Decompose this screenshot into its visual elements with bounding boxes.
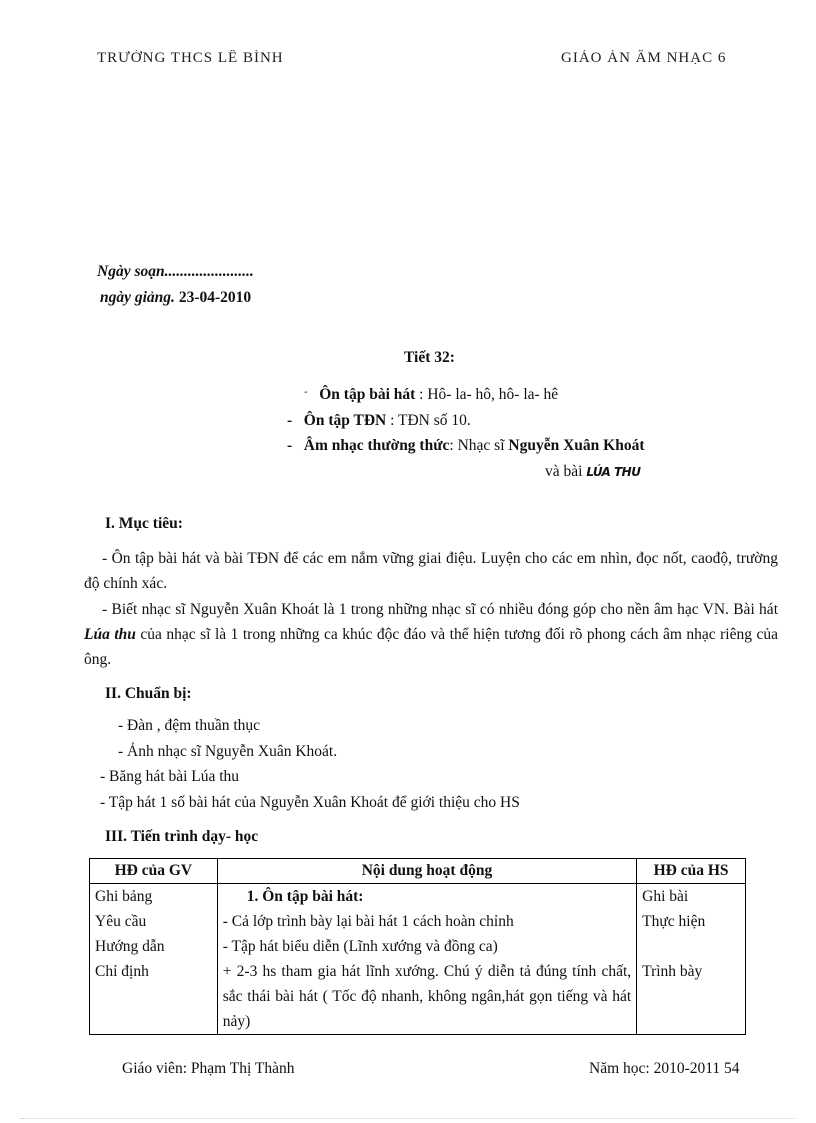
student-activities-cell <box>637 884 746 1035</box>
lesson-activity-table <box>89 858 746 1035</box>
content-item: + 2-3 hs tham gia hát lĩnh xướng. Chú ý diễn tả đúng tính chất, sắc thái bài hát ( Tốc độ nhanh, không ngân,hát gọn tiếng và hát nảy) <box>222 963 632 1030</box>
prep-date-value: ....................... <box>164 263 254 280</box>
teach-date-value: 23-04-2010 <box>178 289 252 306</box>
gv-item: Chỉ định <box>95 963 149 980</box>
lesson-item-2: - Ôn tập TĐN : TĐN số 10. <box>287 412 471 429</box>
section-2-heading: II. Chuẩn bị: <box>105 685 192 702</box>
composer-name: Nguyễn Xuân Khoát <box>508 437 645 454</box>
prep-item-1: - Đàn , đệm thuần thục <box>118 717 261 734</box>
lesson-item-1-label: Ôn tập bài hát <box>319 386 416 403</box>
section-1-heading: I. Mục tiêu: <box>105 515 183 532</box>
footer-year-text: Năm học: 2010-2011 <box>589 1060 721 1077</box>
prep-item-3: - Băng hát bài Lúa thu <box>100 768 240 785</box>
lesson-item-3: - Âm nhạc thường thức: Nhạc sĩ Nguyễn Xuân Khoát <box>287 437 645 454</box>
song-prefix: và bài <box>545 463 583 480</box>
lesson-title: Tiết 32: <box>404 349 455 366</box>
header-teacher-activity: HĐ của GV <box>90 859 218 884</box>
lesson-item-2-label: Ôn tập TĐN <box>303 412 387 429</box>
prep-item-2: - Ảnh nhạc sĩ Nguyễn Xuân Khoát. <box>118 743 338 760</box>
header-school: TRƯỜNG THCS LÊ BÌNH <box>97 50 284 64</box>
song-name-inline: Lúa thu <box>84 626 136 643</box>
content-item: - Tập hát biểu diễn (Lĩnh xướng và đồng ca) <box>222 938 498 955</box>
teach-date <box>100 289 251 307</box>
header-subject: GIÁO ÁN ÂM NHẠC 6 <box>561 50 727 64</box>
lesson-item-3-text: Nhạc sĩ <box>457 437 509 454</box>
header-content: Nội dung hoạt động <box>217 859 636 884</box>
objective-paragraph-2: - Biết nhạc sĩ Nguyễn Xuân Khoát là 1 trong những nhạc sĩ có nhiều đóng góp cho nền âm hạc VN. Bài hát Lúa thu của nhạc sĩ là 1 trong những ca khúc độc đáo và thể hiện tương đối rõ phong cách âm nhạc riêng của ông. <box>84 601 778 668</box>
song-title-lua-thu: LÚA THU <box>586 465 641 479</box>
page-number: 54 <box>724 1060 740 1077</box>
table-header-row <box>90 859 746 884</box>
footer-year <box>589 1060 740 1078</box>
hs-item: Trình bày <box>642 963 703 980</box>
table-row <box>90 884 746 1035</box>
footer-teacher: Giáo viên: Phạm Thị Thành <box>122 1060 295 1077</box>
prep-date-label: Ngày soạn <box>97 263 165 280</box>
teacher-activities-cell <box>90 884 218 1035</box>
lesson-item-1-text: Hô- la- hô, hô- la- hê <box>427 386 559 403</box>
prep-item-4: - Tập hát 1 số bài hát của Nguyễn Xuân Khoát để giới thiệu cho HS <box>100 794 520 811</box>
gv-item: Yêu cầu <box>95 913 147 930</box>
lesson-item-2-text: TĐN số 10. <box>397 412 471 429</box>
content-heading: 1. Ôn tập bài hát: <box>246 888 364 905</box>
page-bottom-edge <box>20 1118 796 1119</box>
gv-item: Ghi bảng <box>95 888 153 905</box>
hs-item: Thực hiện <box>642 913 706 930</box>
hs-item <box>642 934 740 959</box>
section-3-heading: III. Tiến trình dạy- học <box>105 828 259 845</box>
hs-item: Ghi bài <box>642 888 689 905</box>
lesson-item-1: - Ôn tập bài hát : Hô- la- hô, hô- la- hê <box>304 386 559 403</box>
content-item: - Cả lớp trình bày lại bài hát 1 cách hoàn chỉnh <box>222 913 514 930</box>
objective-paragraph-1: - Ôn tập bài hát và bài TĐN để các em nắm vững giai điệu. Luyện cho các em nhìn, đọc nốt, caođộ, trường độ chính xác. <box>84 550 778 592</box>
header-student-activity: HĐ của HS <box>637 859 746 884</box>
lesson-item-3-label: Âm nhạc thường thức <box>303 437 450 454</box>
gv-item: Hướng dẫn <box>95 938 165 955</box>
prep-date <box>97 263 254 281</box>
teach-date-label: ngày giảng. <box>100 289 175 306</box>
content-cell <box>217 884 636 1035</box>
song-line <box>545 463 640 481</box>
